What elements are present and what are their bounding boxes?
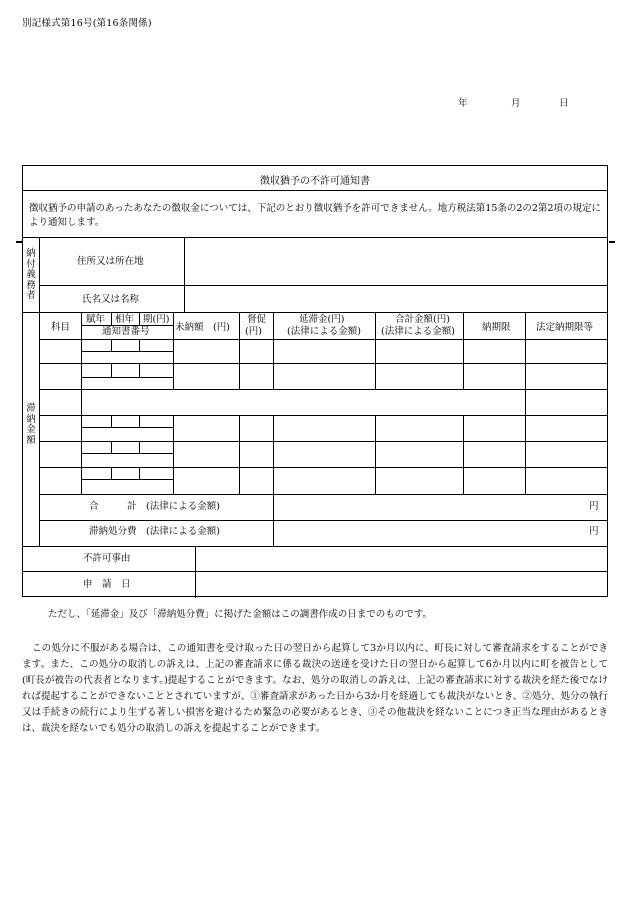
reason-label: 不許可事由	[83, 553, 131, 564]
header-notice-number: 通知書番号	[102, 326, 150, 337]
sub-col-a0	[111, 339, 112, 351]
sub-line-5	[81, 479, 173, 480]
footnote: ただし、「延滞金」及び「滞納処分費」に掲げた金額はこの調書作成の日までのものです。	[48, 609, 432, 620]
header-reminder-unit: (円)	[245, 326, 262, 337]
header-late-fee-sub: (法律による金額)	[287, 326, 361, 337]
header-reminder: 督促	[247, 314, 267, 325]
header-late-fee: 延滞金(円)	[299, 314, 345, 325]
sub-line-4	[81, 453, 173, 454]
sub-col-a2	[111, 415, 112, 427]
name-label: 氏名又は名称	[82, 294, 140, 305]
reason-field[interactable]	[196, 547, 607, 571]
col-total	[463, 312, 464, 389]
col-late-fee	[375, 312, 376, 389]
col-unpaid-2	[239, 415, 240, 494]
form-id: 別記様式第16号(第16条関係)	[22, 18, 152, 29]
col-total-2	[463, 415, 464, 494]
col-year-b	[139, 312, 140, 325]
form-title: 徴収猶予の不許可通知書	[260, 176, 370, 187]
sub-line-2	[81, 377, 173, 378]
delinquent-section-label: 滞納金額	[26, 403, 36, 446]
sum-divider	[39, 520, 607, 521]
header-total: 合計金額(円)	[395, 314, 450, 325]
header-total-sub: (法律による金額)	[381, 326, 455, 337]
row-line-1	[39, 363, 607, 364]
intro-text: 徴収猶予の申請のあったあなたの徴収金については、下記のとおり徴収猶予を許可できません。地方税法第15条の2の2第2項の規定により通知します。	[29, 203, 602, 228]
col-unpaid	[239, 312, 240, 389]
address-field[interactable]	[185, 238, 607, 285]
application-date-field[interactable]	[196, 572, 607, 596]
col-late-fee-2	[375, 415, 376, 494]
name-field[interactable]	[185, 286, 607, 312]
application-date-label: 申 請 日	[83, 579, 131, 590]
col-notice-2	[173, 415, 174, 494]
row-line-6	[39, 494, 607, 495]
row-line-4	[39, 441, 607, 442]
sub-line-1	[81, 351, 173, 352]
delinquent-divider	[39, 312, 40, 546]
header-subject: 科目	[51, 322, 71, 333]
date-year-label: 年	[458, 98, 468, 109]
header-due-date: 納期限	[482, 322, 511, 333]
col-notice	[173, 312, 174, 389]
header-period: 期(円)	[143, 314, 170, 325]
header-fiscal-year: 賦年	[86, 314, 106, 325]
sub-col-a3	[111, 441, 112, 453]
col-reminder	[273, 312, 274, 389]
disposal-label: 滞納処分費 (法律による金額)	[89, 526, 220, 537]
sub-col-a1	[111, 363, 112, 377]
row-line-5	[39, 467, 607, 468]
sub-line-3	[81, 427, 173, 428]
header-unpaid: 未納額 (円)	[175, 322, 230, 333]
notice-number-divider	[81, 325, 173, 326]
title-divider	[23, 190, 607, 191]
disposal-unit: 円	[589, 526, 599, 537]
taxpayer-divider	[39, 237, 40, 312]
header-tax-year: 相年	[115, 314, 135, 325]
appeal-instructions: この処分に不服がある場合は、この通知書を受け取った日の翌日から起算して3か月以内に、町長に対して審査請求をすることができます。また、この処分の取消しの訴えは、上記の審査請求に係る裁決の送達を受けた日の翌日から起算して6か月以内に町を被告として(町長が被告の代表者となります。)提起することができます。なお、処分の取消しの訴えは、上記の審査請求に対する裁決を経た後でなければ提起することができないこととされていますが、①審査請求があった日から3か月を経過しても裁決がないとき、②処分、処分の執行又は手続きの続行により生ずる著しい損害を避けるため緊急の必要があるとき、③その他裁決を経ないことにつき正当な理由があるときは、裁決を経ないでも処分の取消しの訴えを提起することができます。	[22, 643, 608, 734]
taxpayer-section-label: 納付義務者	[26, 248, 36, 301]
date-month-label: 月	[511, 98, 521, 109]
header-bottom	[39, 339, 607, 340]
sub-col-b3	[139, 441, 140, 453]
col-year-a	[111, 312, 112, 325]
notice-form	[22, 165, 608, 597]
fold-mark-right	[609, 241, 615, 243]
sum-label: 合 計 (法律による金額)	[89, 501, 220, 512]
sub-col-b0	[139, 339, 140, 351]
row-line-3	[39, 415, 607, 416]
sub-col-b4	[139, 467, 140, 479]
row-line-2	[39, 389, 607, 390]
col-reminder-2	[273, 415, 274, 546]
address-label: 住所又は所在地	[77, 256, 144, 267]
sub-col-b1	[139, 363, 140, 377]
sub-col-b2	[139, 415, 140, 427]
sum-unit: 円	[589, 501, 599, 512]
header-legal-due-date: 法定納期限等	[536, 322, 594, 333]
date-day-label: 日	[559, 98, 569, 109]
sub-col-a4	[111, 467, 112, 479]
